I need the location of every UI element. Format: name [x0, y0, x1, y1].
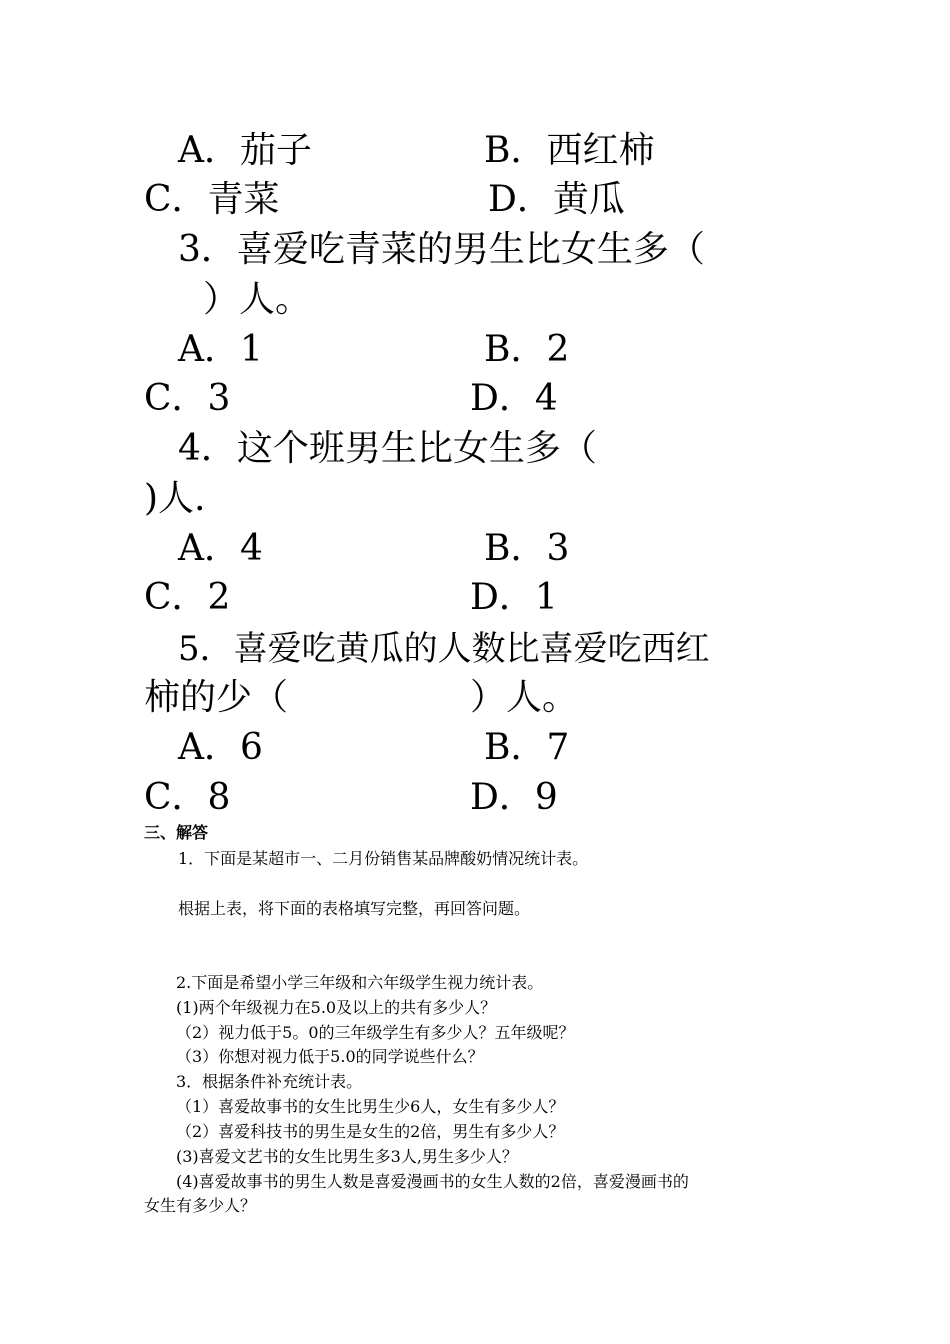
q3-option-c: C．3: [144, 378, 231, 419]
q4-option-a: A．4: [178, 528, 263, 569]
problem-3-question-4: (4)喜爱故事书的男生人数是喜爱漫画书的女生人数的2倍，喜爱漫画书的: [176, 1172, 689, 1191]
q2-option-c: C．青菜: [144, 179, 280, 220]
q4-stem: 4．这个班男生比女生多（: [178, 428, 597, 469]
problem-3-question-2: （2）喜爱科技书的男生是女生的2倍，男生有多少人？: [176, 1122, 565, 1141]
q5-stem-continued: 柿的少（: [144, 677, 289, 718]
problem-3-question-1: （1）喜爱故事书的女生比男生少6人，女生有多少人？: [176, 1097, 565, 1116]
q4-option-b: B．3: [484, 528, 570, 569]
q5-stem: 5．喜爱吃黄瓜的人数比喜爱吃西红: [178, 629, 710, 669]
q2-option-d: D．黄瓜: [488, 179, 625, 220]
q5-option-b: B．7: [484, 727, 570, 768]
q3-stem-continued: ）人。: [203, 279, 312, 320]
q2-option-b: B．西红柿: [484, 130, 655, 171]
problem-3-question-4-continued: 女生有多少人？: [144, 1196, 257, 1215]
q3-option-b: B．2: [484, 329, 570, 370]
problem-1-instruction: 根据上表，将下面的表格填写完整，再回答问题。: [178, 899, 531, 918]
q5-option-a: A．6: [178, 727, 263, 768]
problem-3-title: 3．根据条件补充统计表。: [176, 1072, 363, 1091]
q3-option-a: A．1: [178, 329, 263, 370]
problem-1-text: 1．下面是某超市一、二月份销售某品牌酸奶情况统计表。: [178, 849, 589, 868]
q4-stem-continued: )人.: [144, 478, 206, 519]
q2-option-a: A．茄子: [178, 130, 312, 171]
problem-2-title: 2.下面是希望小学三年级和六年级学生视力统计表。: [176, 973, 544, 992]
q4-option-c: C．2: [144, 577, 231, 618]
q5-stem-blank-end: ）人。: [470, 677, 579, 718]
q5-option-d: D．9: [470, 777, 558, 818]
problem-3-question-3: (3)喜爱文艺书的女生比男生多3人,男生多少人？: [176, 1147, 518, 1166]
q3-stem: 3．喜爱吃青菜的男生比女生多（: [178, 229, 705, 270]
section-heading: 三、解答: [144, 823, 209, 842]
q3-option-d: D．4: [470, 378, 558, 419]
problem-2-question-1: (1)两个年级视力在5.0及以上的共有多少人？: [176, 998, 497, 1017]
problem-2-question-2: （2）视力低于5。0的三年级学生有多少人？五年级呢？: [176, 1023, 575, 1042]
q5-option-c: C．8: [144, 777, 231, 818]
q4-option-d: D．1: [470, 577, 558, 618]
problem-2-question-3: （3）你想对视力低于5.0的同学说些什么？: [176, 1047, 484, 1066]
